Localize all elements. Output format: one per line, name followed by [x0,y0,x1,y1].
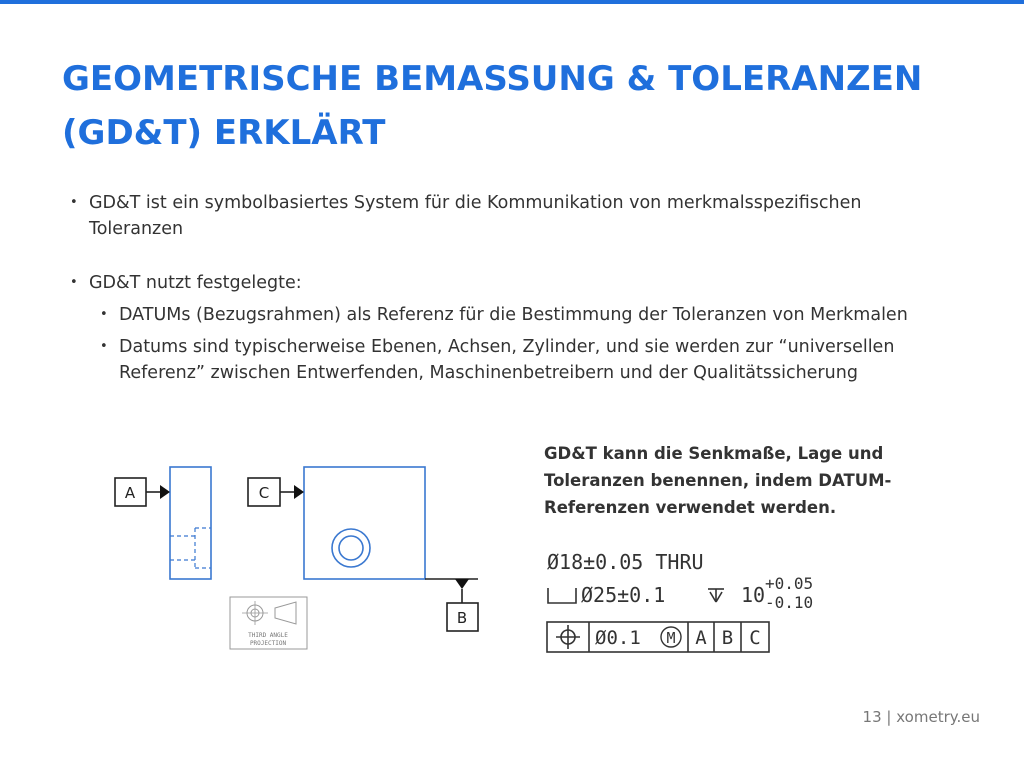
slide-footer [830,708,980,726]
bullet-list [70,190,950,386]
gdt-callout [545,545,835,657]
page-number: 13 [862,708,882,726]
hole-callout-text: Ø18±0.05 THRU [547,550,704,574]
counterbore-callout [548,574,813,612]
counterbore-icon [548,588,576,603]
slide-title [62,52,962,160]
sub-bullet-datums-types: • Datums sind typischerweise Ebenen, Achsen, Zylinder, und sie werden zur “universellen Referenz” zwischen Entwerfenden, Maschinenbetreibern und der Qualitätssicherung [70,334,950,386]
feature-control-frame [547,622,769,652]
counterbore-outer-circle [332,529,370,567]
top-accent-bar [0,0,1024,4]
depth-value-text: 10 [741,583,766,607]
bullet-gdt-definition: • GD&T ist ein symbolbasiertes System für die Kommunikation von merkmalsspezifischen Toleranzen [70,190,950,242]
fcf-datum-c: C [749,627,761,649]
footer-site-link[interactable]: xometry.eu [896,708,980,726]
datum-c-label: C [258,484,270,502]
counterbore-size-text: Ø25±0.1 [581,583,666,607]
datum-b-symbol [425,579,478,631]
depth-tolerance-lower: -0.10 [765,593,814,612]
footer-separator: | [886,708,892,726]
gdt-callout-description: GD&T kann die Senkmaße, Lage und Toleranzen benennen, indem DATUM-Referenzen verwendet werden. [544,444,892,517]
projection-label-line-2: PROJECTION [249,640,287,647]
depth-icon [708,589,724,602]
counterbore-inner-circle [339,536,363,560]
fcf-datum-a: A [695,627,707,649]
bullet-gdt-uses: • GD&T nutzt festgelegte: [70,270,950,296]
datum-drawing [100,450,490,660]
slide-title-line-2: (GD&T) ERKLÄRT [62,113,386,153]
projection-label-line-1: THIRD ANGLE [248,632,288,639]
datum-c-symbol [248,478,304,506]
side-view-part [170,467,211,579]
slide-title-line-1: GEOMETRISCHE BEMASSUNG & TOLERANZEN [62,59,923,99]
datum-a-symbol [115,478,170,506]
fcf-tolerance-text: Ø0.1 [595,627,641,649]
datum-b-label: B [456,609,468,627]
sub-bullet-datums-reference: • DATUMs (Bezugsrahmen) als Referenz für die Bestimmung der Toleranzen von Merkmalen [70,302,950,328]
datum-a-label: A [124,484,136,502]
fcf-datum-b: B [721,627,734,649]
hidden-lines [170,528,211,568]
third-angle-projection-symbol [230,597,307,649]
depth-tolerance-upper: +0.05 [765,574,814,593]
fcf-modifier-text: M [666,629,676,647]
